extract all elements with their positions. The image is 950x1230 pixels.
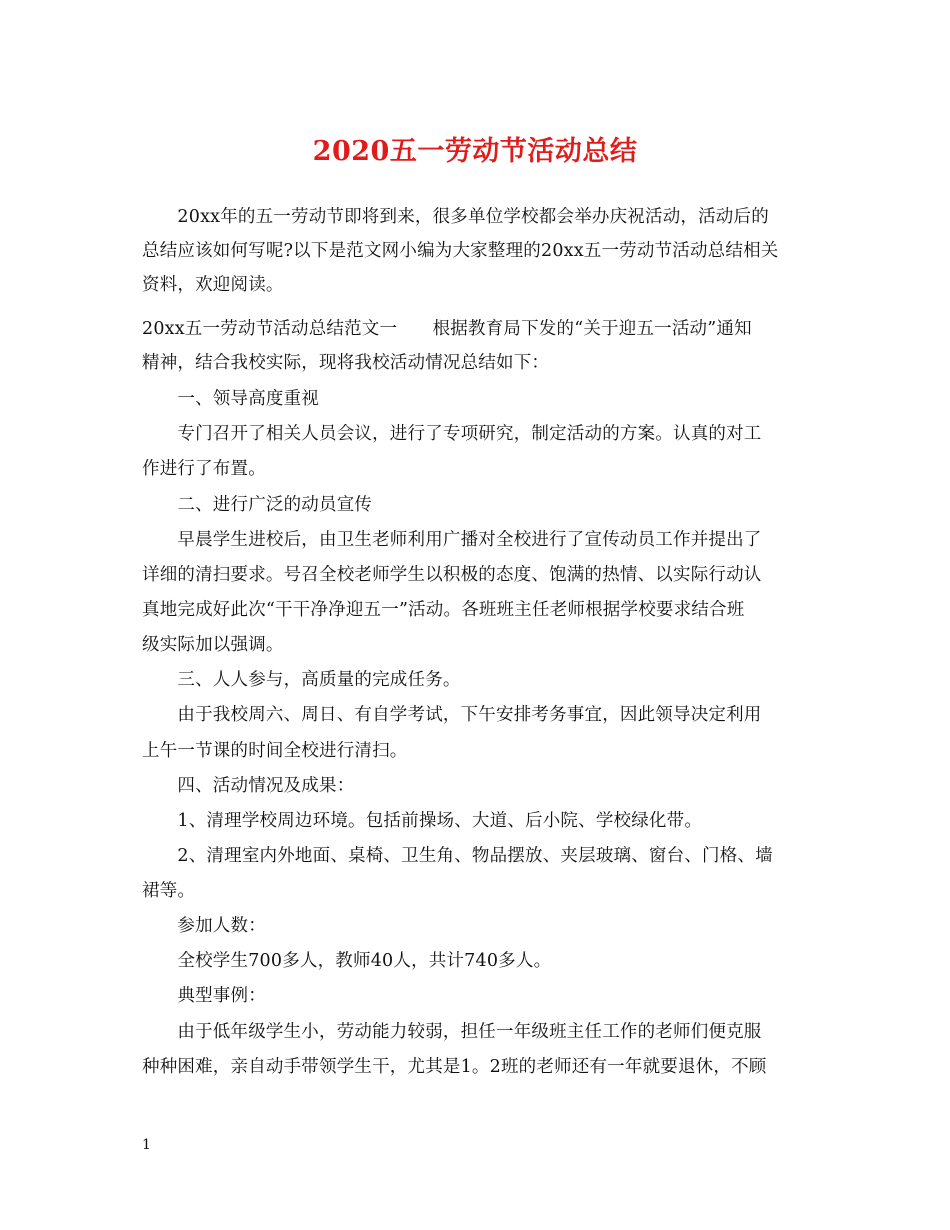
section-heading: 三、人人参与，高质量的完成任务。 <box>142 670 461 690</box>
paragraph-line: 全校学生700多人，教师40人，共计740多人。 <box>142 951 552 971</box>
paragraph-line: 资料，欢迎阅读。 <box>142 275 284 295</box>
section-heading: 二、进行广泛的动员宣传 <box>142 495 373 515</box>
section-heading: 四、活动情况及成果： <box>142 776 355 796</box>
paragraph-line: 详细的清扫要求。号召全校老师学生以积极的态度、饱满的热情、以实际行动认 <box>142 565 762 585</box>
section-heading: 一、领导高度重视 <box>142 389 319 409</box>
paragraph-line: 总结应该如何写呢?以下是范文网小编为大家整理的20xx五一劳动节活动总结相关 <box>142 241 779 261</box>
paragraph-line: 真地完成好此次“干干净净迎五一”活动。各班班主任老师根据学校要求结合班 <box>142 600 745 620</box>
paragraph-line: 由于低年级学生小，劳动能力较弱，担任一年级班主任工作的老师们便克服 <box>142 1022 762 1042</box>
paragraph-line: 20xx年的五一劳动节即将到来，很多单位学校都会举办庆祝活动，活动后的 <box>142 207 769 227</box>
paragraph-line: 作进行了布置。 <box>142 459 266 479</box>
paragraph-line: 20xx五一劳动节活动总结范文一 根据教育局下发的“关于迎五一活动”通知 <box>142 319 752 339</box>
document-title: 2020五一劳动节活动总结 <box>312 136 638 167</box>
page-number: 1 <box>142 1137 151 1153</box>
paragraph-line: 级实际加以强调。 <box>142 635 284 655</box>
paragraph-line: 裙等。 <box>142 881 196 901</box>
paragraph-line: 早晨学生进校后，由卫生老师利用广播对全校进行了宣传动员工作并提出了 <box>142 530 762 550</box>
paragraph-line: 由于我校周六、周日、有自学考试，下午安排考务事宜，因此领导决定利用 <box>142 705 762 725</box>
list-item: 1、清理学校周边环境。包括前操场、大道、后小院、学校绿化带。 <box>142 811 703 831</box>
paragraph-line: 典型事例： <box>142 986 266 1006</box>
paragraph-line: 参加人数： <box>142 916 266 936</box>
paragraph-line: 上午一节课的时间全校进行清扫。 <box>142 741 408 761</box>
paragraph-line: 种种困难，亲自动手带领学生干，尤其是1。2班的老师还有一年就要退休，不顾 <box>142 1057 767 1077</box>
paragraph-line: 专门召开了相关人员会议，进行了专项研究，制定活动的方案。认真的对工 <box>142 424 762 444</box>
paragraph-line: 精神，结合我校实际，现将我校活动情况总结如下： <box>142 353 550 373</box>
list-item: 2、清理室内外地面、桌椅、卫生角、物品摆放、夹层玻璃、窗台、门格、墙 <box>142 846 773 866</box>
